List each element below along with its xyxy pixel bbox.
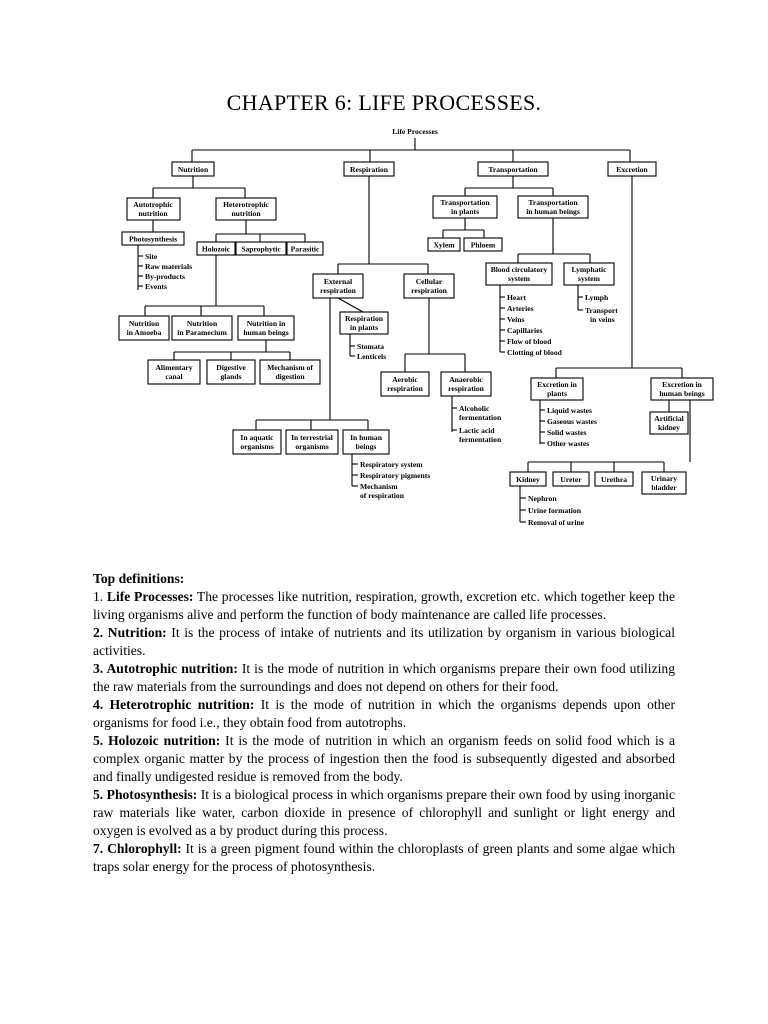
svg-text:Respiration: Respiration [345, 314, 383, 323]
svg-text:organisms: organisms [295, 442, 329, 451]
blood-item-capillaries: Capillaries [507, 326, 543, 335]
node-saprophytic [236, 242, 286, 255]
human-resp-item-system: Respiratory system [360, 460, 423, 469]
definition-item: 5. Photosynthesis: It is a biological process in which organisms prepare their own food by using inorganic raw materials like water, carbon dioxide in presence of chlorophyll and sunlight or light energy and oxygen is evolved as a by product during this process. [93, 787, 675, 838]
lymph-item-in-veins: in veins [590, 315, 615, 324]
svg-text:organisms: organisms [240, 442, 274, 451]
svg-text:Xylem: Xylem [433, 240, 455, 250]
definition-text: The processes like nutrition, respiration, growth, excretion etc. which together keep the living organisms alive and perform the function of body maintenance are called life processes. [93, 589, 675, 622]
node-nutrition [172, 162, 214, 176]
node-xylem [428, 238, 460, 251]
resp-plant-item-lenticels: Lenticels [357, 352, 387, 361]
svg-text:Nutrition: Nutrition [186, 319, 218, 328]
node-in-terrestrial [286, 430, 338, 454]
svg-text:respiration: respiration [320, 286, 356, 295]
svg-text:Excretion in: Excretion in [662, 380, 702, 389]
node-nutrition-human [238, 316, 294, 340]
svg-text:in plants: in plants [349, 323, 379, 332]
svg-text:Autotrophic: Autotrophic [133, 200, 173, 209]
definition-item: 7. Chlorophyll: It is a green pigment found within the chloroplasts of green plants and some algae which traps solar energy for the process of photosynthesis. [93, 841, 675, 874]
node-excretion-plants [531, 378, 583, 400]
kidney-item-urine-formation: Urine formation [528, 506, 581, 515]
node-autotrophic [127, 198, 180, 220]
node-lymphatic [564, 263, 614, 285]
node-holozoic [197, 242, 235, 255]
node-excretion-human [651, 378, 713, 400]
svg-text:in Amoeba: in Amoeba [126, 328, 162, 337]
node-excretion [608, 162, 656, 176]
svg-text:Holozoic: Holozoic [201, 244, 231, 254]
svg-text:External: External [323, 277, 353, 286]
node-life-processes: Life Processes [392, 127, 438, 136]
svg-text:Nutrition: Nutrition [177, 165, 209, 174]
svg-text:Ureter: Ureter [560, 475, 582, 484]
definition-term: Life Processes: [106, 589, 194, 604]
definition-term: Chlorophyll: [107, 841, 182, 856]
definition-text: It is the mode of nutrition in which an organism feeds on solid food which is a complex organic matter by the process of ingestion then the food is subsequently digested and absorbed and finally undigested residue is removed from the body. [93, 733, 675, 784]
node-aerobic [381, 372, 429, 396]
svg-text:nutrition: nutrition [231, 209, 261, 218]
svg-text:respiration: respiration [387, 384, 423, 393]
node-urinary-bladder [642, 472, 686, 494]
svg-text:nutrition: nutrition [138, 209, 168, 218]
svg-text:Urethra: Urethra [600, 475, 628, 484]
definition-item: 2. Nutrition: It is the process of intake of nutrients and its utilization by organism in various biological activities. [93, 625, 675, 658]
svg-text:Lymphatic: Lymphatic [571, 265, 607, 274]
blood-item-flow: Flow of blood [507, 337, 552, 346]
svg-text:system: system [508, 274, 530, 283]
node-respiration-plants [340, 312, 388, 334]
svg-text:Transportation: Transportation [488, 165, 538, 174]
svg-text:Respiration: Respiration [350, 165, 388, 174]
blood-item-veins: Veins [507, 315, 525, 324]
svg-text:Artificial: Artificial [654, 414, 684, 423]
lymph-item-lymph: Lymph [585, 293, 609, 302]
svg-text:Transportation: Transportation [528, 198, 578, 207]
definitions-section [93, 570, 675, 876]
definition-text: It is a green pigment found within the chloroplasts of green plants and some algae which traps solar energy for the process of photosynthesis. [93, 841, 675, 874]
svg-text:In human: In human [350, 433, 382, 442]
node-kidney [510, 472, 546, 486]
node-anaerobic [441, 372, 491, 396]
photo-item-raw-materials: Raw materials [145, 262, 193, 271]
svg-text:glands: glands [220, 372, 242, 381]
definitions-heading: Top definitions: [93, 571, 185, 586]
photo-item-site: Site [145, 252, 158, 261]
lymph-item-transport: Transport [585, 306, 618, 315]
excr-plant-item-liquid: Liquid wastes [547, 406, 592, 415]
node-nutrition-paramecium [172, 316, 232, 340]
page-title: CHAPTER 6: LIFE PROCESSES. [226, 90, 542, 115]
svg-text:plants: plants [547, 389, 567, 398]
node-in-human-resp [343, 430, 389, 454]
node-artificial-kidney [650, 412, 688, 434]
excr-plant-item-solid: Solid wastes [547, 428, 587, 437]
node-phloem [464, 238, 502, 251]
svg-text:Mechanism of: Mechanism of [267, 363, 313, 372]
svg-text:Photosynthesis: Photosynthesis [128, 234, 178, 244]
human-resp-item-pigments: Respiratory pigments [360, 471, 431, 480]
node-in-aquatic [233, 430, 281, 454]
definition-term: Holozoic nutrition: [108, 733, 221, 748]
svg-text:Parasitic: Parasitic [290, 244, 320, 254]
svg-text:Anaerobic: Anaerobic [449, 375, 483, 384]
anaerobic-item-alcoholic: Alcoholic [459, 404, 490, 413]
svg-text:Phloem: Phloem [470, 240, 496, 250]
node-external-respiration [313, 274, 363, 298]
definition-term: Nutrition: [107, 625, 167, 640]
blood-item-arteries: Arteries [507, 304, 534, 313]
definition-item: 5. Holozoic nutrition: It is the mode of nutrition in which an organism feeds on solid food which is a complex organic matter by the process of ingestion then the food is subsequently digested and absorbed and finally undigested residue is removed from the body. [93, 733, 675, 784]
svg-text:human beings: human beings [659, 389, 705, 398]
svg-text:Cellular: Cellular [415, 277, 443, 286]
node-alimentary-canal [148, 360, 200, 384]
definition-term: Heterotrophic nutrition: [109, 697, 255, 712]
svg-text:Transportation: Transportation [440, 198, 490, 207]
svg-text:system: system [578, 274, 600, 283]
svg-text:in plants: in plants [450, 207, 480, 216]
photo-item-by-products: By-products [145, 272, 185, 281]
node-respiration [344, 162, 394, 176]
svg-text:Blood circulatory: Blood circulatory [490, 265, 548, 274]
svg-text:Digestive: Digestive [216, 363, 246, 372]
svg-text:human beings: human beings [243, 328, 289, 337]
node-heterotrophic [216, 198, 276, 220]
definition-text: It is the mode of nutrition in which the organisms depends upon other organisms for food i.e., they obtain food from autotrophs. [93, 697, 675, 730]
definition-term: Photosynthesis: [106, 787, 198, 802]
anaerobic-item-fermentation: fermentation [459, 413, 502, 422]
life-processes-flowchart [0, 120, 768, 540]
svg-text:Nutrition: Nutrition [128, 319, 160, 328]
svg-text:In aquatic: In aquatic [240, 433, 274, 442]
kidney-item-nephron: Nephron [528, 494, 557, 503]
human-resp-item-mechanism: Mechanism [360, 482, 398, 491]
svg-text:Saprophytic: Saprophytic [241, 244, 281, 254]
node-ureter [553, 472, 589, 486]
node-transportation [478, 162, 548, 176]
excr-plant-item-gaseous: Gaseous wastes [547, 417, 597, 426]
definition-item: 4. Heterotrophic nutrition: It is the mode of nutrition in which the organisms depends upon other organisms for food i.e., they obtain food from autotrophs. [93, 697, 675, 730]
definition-text: It is the process of intake of nutrients and its utilization by organism in various biological activities. [93, 625, 675, 658]
node-nutrition-amoeba [119, 316, 169, 340]
node-parasitic [287, 242, 323, 255]
svg-text:Excretion in: Excretion in [537, 380, 577, 389]
definition-text: It is a biological process in which organisms prepare their own food by using inorganic raw materials like water, carbon dioxide in presence of chlorophyll and sunlight or light energy and oxygen is evolved as a by product during this process. [93, 787, 675, 838]
excr-plant-item-other: Other wastes [547, 439, 590, 448]
node-transport-plants [433, 196, 497, 218]
node-cellular-respiration [404, 274, 454, 298]
node-digestive-glands [207, 360, 255, 384]
node-mechanism-digestion [260, 360, 320, 384]
svg-text:Heterotrophic: Heterotrophic [223, 200, 269, 209]
svg-text:in Paramecium: in Paramecium [177, 328, 227, 337]
svg-text:digestion: digestion [275, 372, 305, 381]
svg-text:in human beings: in human beings [526, 207, 580, 216]
definition-item: 1. Life Processes: The processes like nutrition, respiration, growth, excretion etc. which together keep the living organisms alive and perform the function of body maintenance are called life processes. [93, 589, 675, 622]
definition-text: It is the mode of nutrition in which organisms prepare their own food utilizing the raw materials from the surroundings and does not depend on others for their food. [93, 661, 675, 694]
svg-text:Nutrition in: Nutrition in [246, 319, 286, 328]
node-transport-human [518, 196, 588, 218]
svg-text:respiration: respiration [448, 384, 484, 393]
svg-text:Alimentary: Alimentary [155, 363, 193, 372]
photo-item-events: Events [145, 282, 167, 291]
anaerobic-item-lactic: Lactic acid [459, 426, 495, 435]
svg-text:Urinary: Urinary [650, 474, 678, 483]
resp-plant-item-stomata: Stomata [357, 342, 384, 351]
anaerobic-item-fermentation-2: fermentation [459, 435, 502, 444]
svg-text:canal: canal [165, 372, 183, 381]
kidney-item-removal: Removal of urine [528, 518, 585, 527]
svg-text:respiration: respiration [411, 286, 447, 295]
node-blood-circulatory [486, 263, 552, 285]
node-photosynthesis [122, 232, 184, 245]
human-resp-item-mechanism-2: of respiration [360, 491, 404, 500]
node-urethra [595, 472, 633, 486]
blood-item-clotting: Clotting of blood [507, 348, 562, 357]
svg-text:beings: beings [355, 442, 377, 451]
svg-text:Excretion: Excretion [616, 165, 648, 174]
svg-text:kidney: kidney [658, 423, 680, 432]
definition-term: Autotrophic nutrition: [106, 661, 238, 676]
definition-item: 3. Autotrophic nutrition: It is the mode of nutrition in which organisms prepare their own food utilizing the raw materials from the surroundings and does not depend on others for their food. [93, 661, 675, 694]
svg-text:Aerobic: Aerobic [392, 375, 418, 384]
svg-text:bladder: bladder [651, 483, 677, 492]
blood-item-heart: Heart [507, 293, 526, 302]
svg-text:In terrestrial: In terrestrial [291, 433, 333, 442]
svg-text:Kidney: Kidney [516, 475, 540, 484]
